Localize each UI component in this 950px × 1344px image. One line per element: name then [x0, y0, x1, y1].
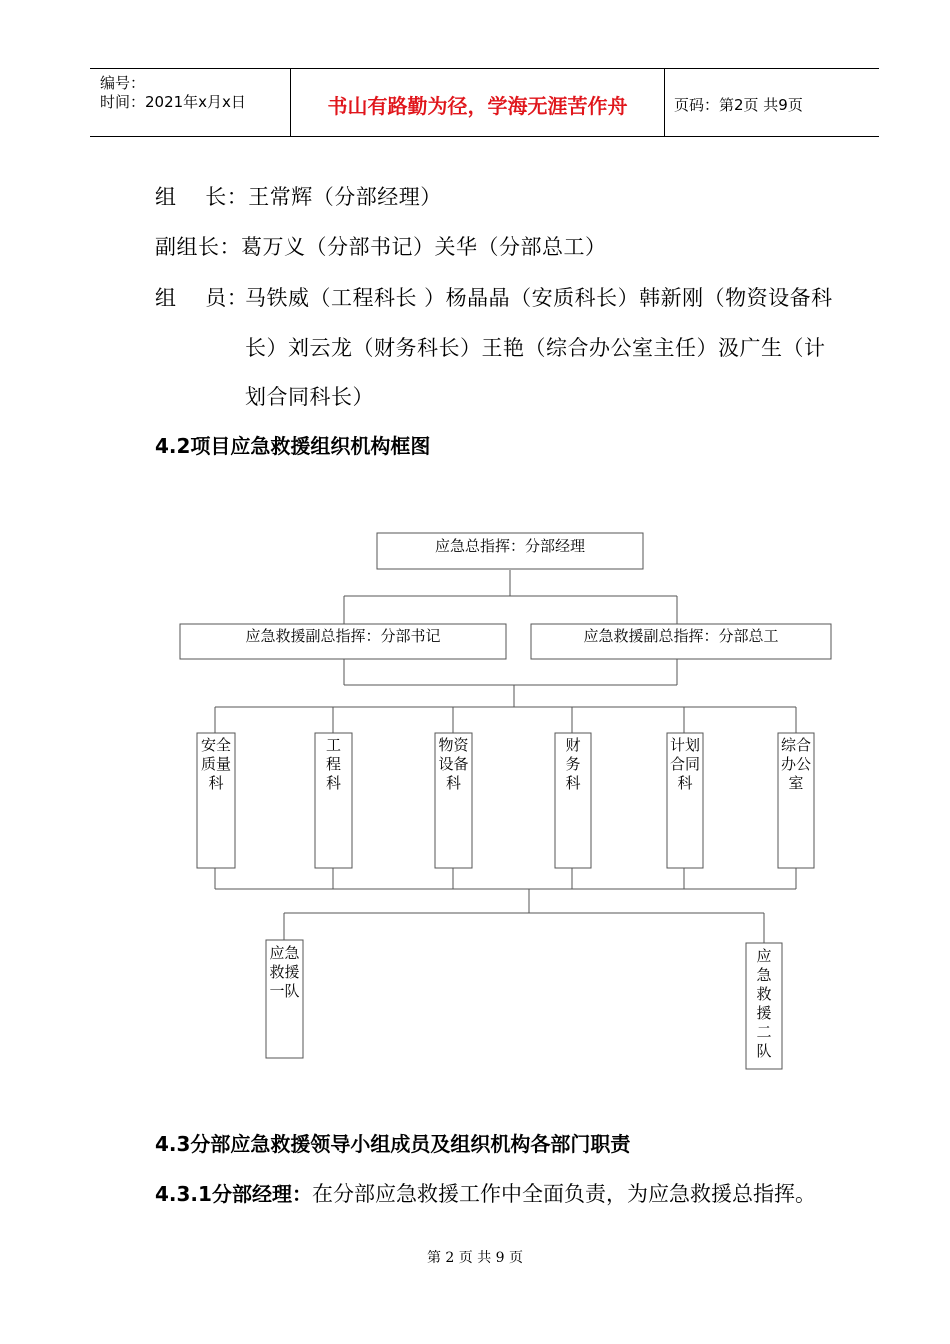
department-label: 物资 [438, 736, 469, 754]
leader-label: 组 长： [155, 185, 249, 209]
department-label: 程 [325, 755, 342, 773]
department-label: 科 [208, 774, 224, 792]
department-label: 室 [788, 774, 804, 792]
department-label: 科 [677, 774, 693, 792]
department-label: 财 [565, 736, 581, 754]
department-label: 办公 [780, 755, 812, 773]
department-label: 质量 [200, 755, 232, 773]
members-line-1: 马铁威（工程科长 ）杨晶晶（安质科长）韩新刚（物资设备科 [245, 286, 833, 310]
deputy-value: 葛万义（分部书记）关华（分部总工） [241, 235, 607, 259]
department-label: 工 [325, 736, 342, 754]
members-line-2: 长）刘云龙（财务科长）王艳（综合办公室主任）汲广生（计 [245, 336, 826, 360]
department-label: 务 [565, 755, 581, 773]
section-4-3-heading: 4.3分部应急救援领导小组成员及组织机构各部门职责 [155, 1132, 631, 1156]
motto: 书山有路勤为径，学海无涯苦作舟 [327, 94, 628, 118]
team-label: 二 [756, 1023, 772, 1041]
members-label: 组 员： [155, 286, 249, 310]
code-label: 编号： [100, 74, 146, 92]
department-label: 设备 [438, 755, 469, 773]
department-label: 合同 [669, 755, 701, 773]
members-line-3: 划合同科长） [245, 385, 374, 409]
team-label: 救 [756, 985, 772, 1003]
section-4-3-1-title: 4.3.1分部经理： [155, 1182, 312, 1206]
section-4-2-heading: 4.2项目应急救援组织机构框图 [155, 434, 431, 458]
page-label: 页码：第2页 共9页 [674, 96, 803, 114]
deputy-label-2: 应急救援副总指挥：分部总工 [583, 627, 779, 645]
team-label: 一队 [269, 982, 300, 1000]
department-label: 安全 [200, 736, 232, 754]
section-4-3-1 [155, 1178, 816, 1208]
section-4-3-1-text: 在分部应急救援工作中全面负责，为应急救援总指挥。 [311, 1182, 816, 1206]
department-label: 综合 [780, 736, 812, 754]
department-label: 计划 [669, 736, 701, 754]
commander-label: 应急总指挥：分部经理 [434, 537, 586, 555]
team-label: 应 [756, 947, 772, 965]
department-label: 科 [325, 774, 342, 792]
department-label: 科 [565, 774, 581, 792]
team-label: 援 [756, 1004, 772, 1022]
deputy-label-1: 应急救援副总指挥：分部书记 [245, 627, 441, 645]
department-label: 科 [445, 774, 462, 792]
team-label: 救援 [269, 963, 300, 981]
leader-value: 王常辉（分部经理） [248, 185, 442, 209]
deputy-label: 副组长： [155, 235, 241, 259]
page-footer: 第 2 页 共 9 页 [426, 1250, 524, 1266]
team-label: 应急 [269, 944, 300, 962]
team-label: 急 [756, 966, 772, 984]
team-label: 队 [756, 1042, 772, 1060]
time-label: 时间：2021年x月x日 [100, 93, 246, 111]
